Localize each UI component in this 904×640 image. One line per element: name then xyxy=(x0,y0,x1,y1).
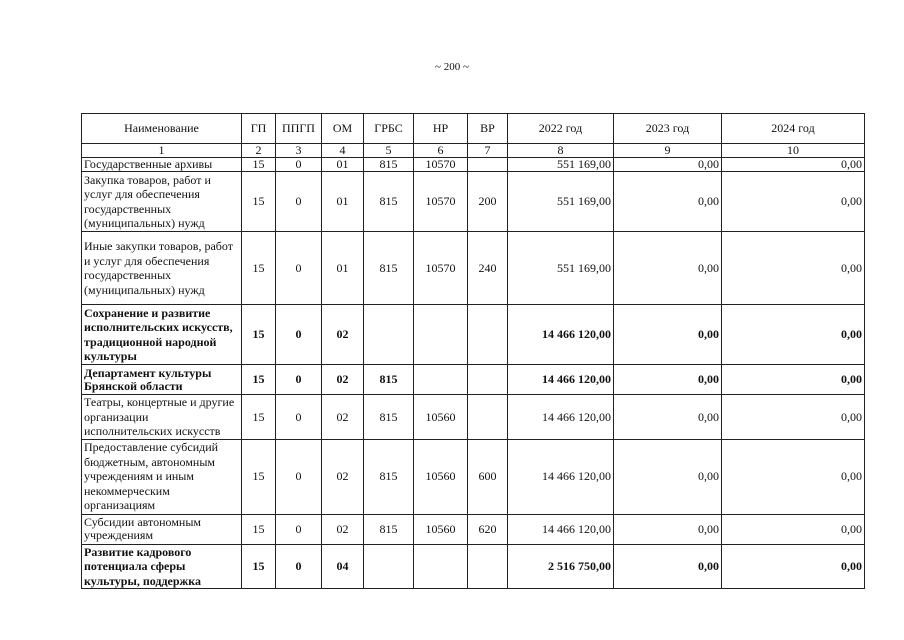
cell-2023: 0,00 xyxy=(614,544,722,589)
table-row xyxy=(82,514,865,544)
cell-gp: 15 xyxy=(242,514,276,544)
cell-ppgp: 0 xyxy=(276,158,322,172)
cell-om: 02 xyxy=(322,439,364,514)
cell-2023: 0,00 xyxy=(614,305,722,365)
cell-2022: 551 169,00 xyxy=(508,232,614,305)
cell-om: 02 xyxy=(322,365,364,395)
cell-vr xyxy=(468,305,508,365)
cell-2023: 0,00 xyxy=(614,172,722,232)
cell-gp: 15 xyxy=(242,232,276,305)
column-number: 7 xyxy=(468,144,508,158)
column-number: 1 xyxy=(82,144,242,158)
cell-2022: 2 516 750,00 xyxy=(508,544,614,589)
column-header: ППГП xyxy=(276,114,322,144)
header-row xyxy=(82,114,865,144)
cell-nr xyxy=(414,544,468,589)
cell-2024: 0,00 xyxy=(722,514,865,544)
column-number: 3 xyxy=(276,144,322,158)
cell-vr: 600 xyxy=(468,439,508,514)
row-name: Государственные архивы xyxy=(82,158,242,172)
row-name: Субсидии автономным учреждениям xyxy=(82,514,242,544)
cell-om: 02 xyxy=(322,395,364,440)
table-row xyxy=(82,439,865,514)
cell-2023: 0,00 xyxy=(614,439,722,514)
cell-vr: 620 xyxy=(468,514,508,544)
cell-2022: 14 466 120,00 xyxy=(508,395,614,440)
cell-nr: 10570 xyxy=(414,232,468,305)
column-number: 6 xyxy=(414,144,468,158)
cell-nr: 10560 xyxy=(414,439,468,514)
cell-2022: 14 466 120,00 xyxy=(508,514,614,544)
row-name: Развитие кадрового потенциала сферы культуры, поддержка xyxy=(82,544,242,589)
cell-2024: 0,00 xyxy=(722,544,865,589)
cell-grbs xyxy=(364,305,414,365)
cell-2022: 551 169,00 xyxy=(508,172,614,232)
cell-ppgp: 0 xyxy=(276,365,322,395)
cell-gp: 15 xyxy=(242,439,276,514)
cell-ppgp: 0 xyxy=(276,439,322,514)
column-number-row xyxy=(82,144,865,158)
row-name: Предоставление субсидий бюджетным, автономным учреждениям и иным некоммерческим организациям xyxy=(82,439,242,514)
cell-grbs: 815 xyxy=(364,232,414,305)
cell-2024: 0,00 xyxy=(722,395,865,440)
cell-grbs: 815 xyxy=(364,172,414,232)
cell-ppgp: 0 xyxy=(276,305,322,365)
column-header: Наименование xyxy=(82,114,242,144)
column-number: 5 xyxy=(364,144,414,158)
cell-grbs: 815 xyxy=(364,439,414,514)
column-header: НР xyxy=(414,114,468,144)
row-name: Театры, концертные и другие организации исполнительских искусств xyxy=(82,395,242,440)
cell-om: 01 xyxy=(322,232,364,305)
cell-2023: 0,00 xyxy=(614,395,722,440)
column-number: 8 xyxy=(508,144,614,158)
cell-ppgp: 0 xyxy=(276,395,322,440)
cell-nr: 10560 xyxy=(414,514,468,544)
cell-2022: 551 169,00 xyxy=(508,158,614,172)
cell-grbs: 815 xyxy=(364,514,414,544)
table-row xyxy=(82,158,865,172)
row-name: Закупка товаров, работ и услуг для обеспечения государственных (муниципальных) нужд xyxy=(82,172,242,232)
column-header: ГРБС xyxy=(364,114,414,144)
table-row xyxy=(82,395,865,440)
cell-2024: 0,00 xyxy=(722,439,865,514)
cell-vr xyxy=(468,395,508,440)
cell-nr xyxy=(414,365,468,395)
table-row xyxy=(82,544,865,589)
column-number: 2 xyxy=(242,144,276,158)
table-row xyxy=(82,365,865,395)
cell-om: 01 xyxy=(322,172,364,232)
cell-om: 04 xyxy=(322,544,364,589)
column-header: 2023 год xyxy=(614,114,722,144)
cell-2023: 0,00 xyxy=(614,158,722,172)
table-row xyxy=(82,232,865,305)
cell-gp: 15 xyxy=(242,395,276,440)
cell-om: 02 xyxy=(322,305,364,365)
budget-table xyxy=(81,113,865,589)
column-number: 4 xyxy=(322,144,364,158)
cell-vr: 240 xyxy=(468,232,508,305)
cell-2024: 0,00 xyxy=(722,172,865,232)
table-row xyxy=(82,305,865,365)
column-header: ГП xyxy=(242,114,276,144)
cell-gp: 15 xyxy=(242,305,276,365)
cell-2023: 0,00 xyxy=(614,514,722,544)
cell-2023: 0,00 xyxy=(614,365,722,395)
table-row xyxy=(82,172,865,232)
column-header: 2022 год xyxy=(508,114,614,144)
cell-nr xyxy=(414,305,468,365)
cell-om: 02 xyxy=(322,514,364,544)
cell-2024: 0,00 xyxy=(722,305,865,365)
cell-2024: 0,00 xyxy=(722,232,865,305)
cell-grbs: 815 xyxy=(364,365,414,395)
cell-gp: 15 xyxy=(242,544,276,589)
cell-vr xyxy=(468,365,508,395)
cell-2024: 0,00 xyxy=(722,365,865,395)
cell-vr xyxy=(468,544,508,589)
column-header: ОМ xyxy=(322,114,364,144)
column-header: 2024 год xyxy=(722,114,865,144)
cell-nr: 10560 xyxy=(414,395,468,440)
cell-gp: 15 xyxy=(242,172,276,232)
cell-gp: 15 xyxy=(242,365,276,395)
cell-nr: 10570 xyxy=(414,172,468,232)
cell-ppgp: 0 xyxy=(276,232,322,305)
cell-2024: 0,00 xyxy=(722,158,865,172)
row-name: Департамент культуры Брянской области xyxy=(82,365,242,395)
row-name: Иные закупки товаров, работ и услуг для обеспечения государственных (муниципальных) нужд xyxy=(82,232,242,305)
cell-ppgp: 0 xyxy=(276,514,322,544)
cell-om: 01 xyxy=(322,158,364,172)
row-name: Сохранение и развитие исполнительских искусств, традиционной народной культуры xyxy=(82,305,242,365)
cell-2022: 14 466 120,00 xyxy=(508,305,614,365)
cell-ppgp: 0 xyxy=(276,172,322,232)
cell-grbs: 815 xyxy=(364,158,414,172)
cell-grbs: 815 xyxy=(364,395,414,440)
cell-2023: 0,00 xyxy=(614,232,722,305)
cell-vr xyxy=(468,158,508,172)
cell-vr: 200 xyxy=(468,172,508,232)
cell-gp: 15 xyxy=(242,158,276,172)
column-header: ВР xyxy=(468,114,508,144)
column-number: 10 xyxy=(722,144,865,158)
page-number: ~ 200 ~ xyxy=(435,61,469,73)
cell-ppgp: 0 xyxy=(276,544,322,589)
cell-2022: 14 466 120,00 xyxy=(508,365,614,395)
column-number: 9 xyxy=(614,144,722,158)
cell-nr: 10570 xyxy=(414,158,468,172)
cell-2022: 14 466 120,00 xyxy=(508,439,614,514)
cell-grbs xyxy=(364,544,414,589)
